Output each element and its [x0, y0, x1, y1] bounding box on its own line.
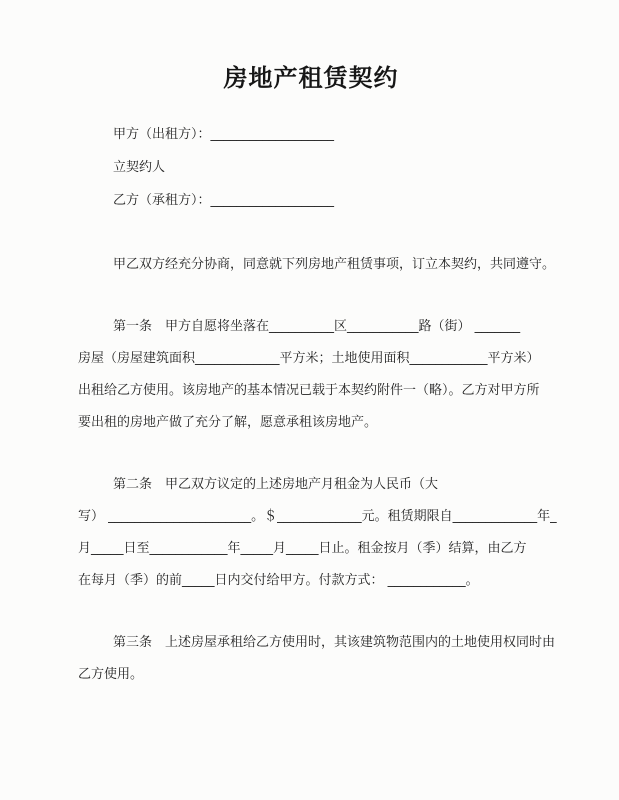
article-1-line-1: 第一条 甲方自愿将坐落在__________区___________路（街） _______ — [113, 319, 521, 334]
article-3-line-2: 乙方使用。 — [78, 667, 144, 682]
article-2-line-3: 月_____日至____________年_____月_____日止。租金按月（季）结算，由乙方 — [78, 541, 527, 556]
article-2-line-4: 在每月（季）的前_____日内交付给甲方。付款方式： ____________。 — [78, 573, 479, 588]
document-content — [78, 0, 557, 691]
preamble-paragraph: 甲乙双方经充分协商，同意就下列房地产租赁事项，订立本契约，共同遵守。 — [113, 257, 556, 272]
article-3-line-1: 第三条 上述房屋承租给乙方使用时，其该建筑物范围内的土地使用权同时由 — [113, 635, 556, 650]
party-block — [78, 118, 544, 217]
article-2-line-1: 第二条 甲乙双方议定的上述房地产月租金为人民币（大 — [113, 477, 439, 492]
article-1 — [78, 311, 544, 439]
article-1-line-2: 房屋（房屋建筑面积_____________平方米；土地使用面积____________平方米） — [78, 351, 540, 366]
article-3 — [78, 627, 556, 691]
article-2 — [78, 469, 557, 597]
contract-maker-line: 立契约人 — [113, 160, 166, 175]
article-1-line-4: 要出租的房地产做了充分了解，愿意承租该房地产。 — [78, 415, 378, 430]
document-title: 房地产租赁契约 — [223, 64, 399, 92]
article-1-line-3: 出租给乙方使用。该房地产的基本情况已载于本契约附件一（略）。乙方对甲方所 — [78, 383, 540, 398]
party-b-line: 乙方（承租方）：___________________ — [113, 193, 335, 208]
party-a-line: 甲方（出租方）：___________________ — [113, 127, 335, 142]
article-2-line-2: 写） ______________________。＄_____________元。租赁期限自_____________年_ — [78, 509, 557, 524]
